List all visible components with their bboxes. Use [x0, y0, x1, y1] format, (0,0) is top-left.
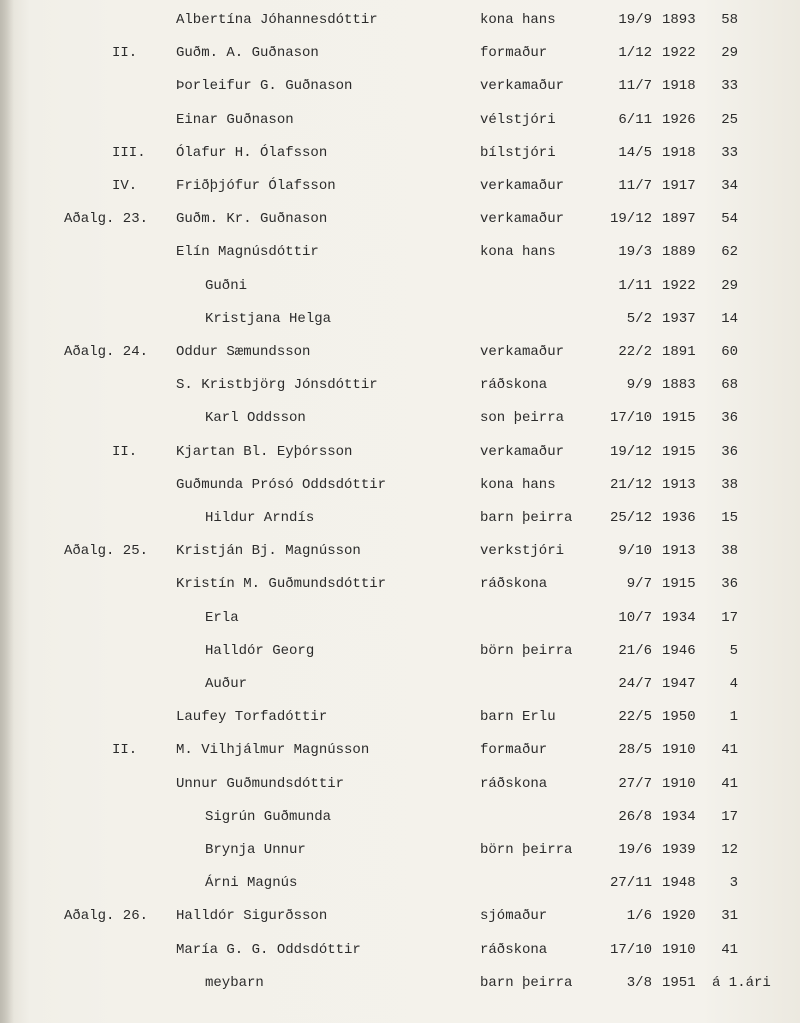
- age-cell: 5: [729, 642, 738, 659]
- birth-day-cell: 28/5: [618, 742, 652, 759]
- name-cell: M. Vilhjálmur Magnússon: [176, 742, 370, 759]
- table-row: [0, 639, 800, 663]
- table-row: [0, 340, 800, 364]
- table-row: [0, 8, 800, 32]
- birth-day-cell: 5/2: [626, 310, 652, 327]
- birth-year-cell: 1889: [662, 244, 696, 261]
- age-cell: 33: [721, 78, 738, 95]
- age-cell: 1: [729, 709, 738, 726]
- role-cell: formaður: [480, 742, 548, 759]
- role-cell: verkstjóri: [480, 543, 565, 560]
- name-cell: Kristín M. Guðmundsdóttir: [176, 576, 387, 593]
- birth-day-cell: 19/9: [618, 12, 652, 28]
- age-cell: 29: [721, 45, 738, 62]
- age-cell: á 1.ári: [712, 974, 771, 991]
- age-cell: 41: [721, 775, 738, 792]
- age-cell: 17: [721, 808, 738, 825]
- birth-year-cell: 1926: [662, 111, 696, 128]
- age-cell: 31: [721, 908, 738, 925]
- name-cell: Oddur Sæmundsson: [176, 344, 311, 360]
- age-cell: 36: [721, 410, 738, 427]
- birth-day-cell: 25/12: [609, 510, 652, 526]
- name-cell: Karl Oddsson: [205, 410, 306, 427]
- role-cell: börn þeirra: [480, 842, 573, 858]
- role-cell: ráðskona: [480, 377, 548, 394]
- birth-day-cell: 14/5: [618, 144, 652, 161]
- role-cell: verkamaður: [480, 344, 565, 360]
- address-cell: Aðalg. 25.: [64, 543, 149, 560]
- birth-year-cell: 1934: [662, 808, 696, 825]
- table-row: [0, 41, 800, 65]
- birth-day-cell: 24/7: [618, 676, 652, 692]
- age-cell: 14: [721, 310, 738, 327]
- age-cell: 38: [721, 543, 738, 560]
- birth-day-cell: 3/8: [626, 974, 652, 991]
- age-cell: 36: [721, 576, 738, 593]
- age-cell: 38: [721, 476, 738, 493]
- birth-year-cell: 1891: [662, 344, 696, 360]
- table-row: [0, 440, 800, 464]
- birth-day-cell: 22/5: [618, 709, 652, 726]
- birth-day-cell: 27/11: [609, 875, 652, 892]
- birth-year-cell: 1922: [662, 45, 696, 62]
- name-cell: Halldór Georg: [205, 642, 315, 659]
- birth-day-cell: 1/11: [618, 277, 652, 294]
- birth-day-cell: 19/3: [618, 244, 652, 261]
- address-cell: Aðalg. 26.: [64, 908, 149, 925]
- birth-day-cell: 17/10: [609, 941, 652, 958]
- name-cell: Guðni: [205, 277, 248, 294]
- birth-year-cell: 1937: [662, 310, 696, 327]
- name-cell: Þorleifur G. Guðnason: [176, 78, 353, 95]
- name-cell: Kjartan Bl. Eyþórsson: [176, 443, 353, 460]
- table-row: [0, 738, 800, 762]
- name-cell: Kristjana Helga: [205, 310, 332, 327]
- age-cell: 68: [721, 377, 738, 394]
- household-number-cell: II.: [112, 742, 138, 759]
- birth-year-cell: 1915: [662, 443, 696, 460]
- name-cell: Albertína Jóhannesdóttir: [176, 12, 378, 28]
- birth-year-cell: 1893: [662, 12, 696, 28]
- age-cell: 60: [721, 344, 738, 360]
- name-cell: S. Kristbjörg Jónsdóttir: [176, 377, 378, 394]
- role-cell: barn þeirra: [480, 974, 573, 991]
- household-number-cell: II.: [112, 45, 138, 62]
- table-row: [0, 606, 800, 630]
- role-cell: ráðskona: [480, 941, 548, 958]
- name-cell: Kristján Bj. Magnússon: [176, 543, 361, 560]
- birth-day-cell: 27/7: [618, 775, 652, 792]
- table-row: [0, 108, 800, 132]
- birth-day-cell: 19/12: [609, 443, 652, 460]
- table-row: [0, 141, 800, 165]
- birth-day-cell: 21/12: [609, 476, 652, 493]
- birth-year-cell: 1915: [662, 576, 696, 593]
- address-cell: Aðalg. 24.: [64, 344, 149, 360]
- age-cell: 41: [721, 742, 738, 759]
- role-cell: verkamaður: [480, 78, 565, 95]
- birth-year-cell: 1920: [662, 908, 696, 925]
- role-cell: kona hans: [480, 244, 556, 261]
- age-cell: 36: [721, 443, 738, 460]
- name-cell: Halldór Sigurðsson: [176, 908, 328, 925]
- role-cell: sjómaður: [480, 908, 548, 925]
- name-cell: Brynja Unnur: [205, 842, 306, 858]
- table-row: [0, 473, 800, 497]
- birth-day-cell: 11/7: [618, 178, 652, 194]
- birth-day-cell: 9/10: [618, 543, 652, 560]
- birth-day-cell: 9/7: [626, 576, 652, 593]
- table-row: [0, 307, 800, 331]
- household-number-cell: IV.: [112, 178, 138, 194]
- table-row: [0, 74, 800, 98]
- birth-year-cell: 1948: [662, 875, 696, 892]
- household-number-cell: II.: [112, 443, 138, 460]
- birth-year-cell: 1951: [662, 974, 696, 991]
- birth-year-cell: 1947: [662, 676, 696, 692]
- role-cell: verkamaður: [480, 211, 565, 228]
- name-cell: Elín Magnúsdóttir: [176, 244, 319, 261]
- birth-day-cell: 1/12: [618, 45, 652, 62]
- table-row: [0, 539, 800, 563]
- table-row: [0, 805, 800, 829]
- role-cell: börn þeirra: [480, 642, 573, 659]
- name-cell: Guðm. A. Guðnason: [176, 45, 319, 62]
- birth-year-cell: 1934: [662, 609, 696, 626]
- table-row: [0, 174, 800, 198]
- table-row: [0, 938, 800, 962]
- birth-year-cell: 1910: [662, 941, 696, 958]
- name-cell: Guðmunda Prósó Oddsdóttir: [176, 476, 387, 493]
- age-cell: 3: [729, 875, 738, 892]
- birth-day-cell: 22/2: [618, 344, 652, 360]
- birth-year-cell: 1946: [662, 642, 696, 659]
- role-cell: son þeirra: [480, 410, 565, 427]
- birth-year-cell: 1918: [662, 78, 696, 95]
- birth-day-cell: 6/11: [618, 111, 652, 128]
- age-cell: 41: [721, 941, 738, 958]
- role-cell: ráðskona: [480, 775, 548, 792]
- birth-year-cell: 1913: [662, 476, 696, 493]
- age-cell: 33: [721, 144, 738, 161]
- name-cell: Erla: [205, 609, 239, 626]
- table-row: [0, 406, 800, 430]
- table-row: [0, 672, 800, 696]
- birth-day-cell: 19/12: [609, 211, 652, 228]
- role-cell: barn þeirra: [480, 510, 573, 526]
- table-row: [0, 904, 800, 928]
- role-cell: kona hans: [480, 476, 556, 493]
- birth-year-cell: 1915: [662, 410, 696, 427]
- table-row: [0, 274, 800, 298]
- birth-day-cell: 21/6: [618, 642, 652, 659]
- name-cell: Laufey Torfadóttir: [176, 709, 328, 726]
- table-row: [0, 971, 800, 995]
- birth-year-cell: 1917: [662, 178, 696, 194]
- age-cell: 17: [721, 609, 738, 626]
- role-cell: kona hans: [480, 12, 556, 28]
- household-number-cell: III.: [112, 144, 146, 161]
- table-row: [0, 506, 800, 530]
- birth-day-cell: 9/9: [626, 377, 652, 394]
- table-row: [0, 772, 800, 796]
- name-cell: meybarn: [205, 974, 264, 991]
- role-cell: verkamaður: [480, 443, 565, 460]
- role-cell: vélstjóri: [480, 111, 556, 128]
- address-cell: Aðalg. 23.: [64, 211, 149, 228]
- name-cell: Guðm. Kr. Guðnason: [176, 211, 328, 228]
- name-cell: Unnur Guðmundsdóttir: [176, 775, 345, 792]
- role-cell: formaður: [480, 45, 548, 62]
- table-row: [0, 705, 800, 729]
- birth-year-cell: 1913: [662, 543, 696, 560]
- role-cell: barn Erlu: [480, 709, 556, 726]
- age-cell: 54: [721, 211, 738, 228]
- table-row: [0, 240, 800, 264]
- name-cell: Árni Magnús: [205, 875, 298, 892]
- age-cell: 25: [721, 111, 738, 128]
- name-cell: Ólafur H. Ólafsson: [176, 144, 328, 161]
- birth-year-cell: 1936: [662, 510, 696, 526]
- table-row: [0, 871, 800, 895]
- age-cell: 12: [721, 842, 738, 858]
- birth-day-cell: 19/6: [618, 842, 652, 858]
- birth-day-cell: 11/7: [618, 78, 652, 95]
- age-cell: 58: [721, 12, 738, 28]
- birth-year-cell: 1939: [662, 842, 696, 858]
- age-cell: 4: [729, 676, 738, 692]
- birth-year-cell: 1950: [662, 709, 696, 726]
- birth-day-cell: 17/10: [609, 410, 652, 427]
- birth-year-cell: 1883: [662, 377, 696, 394]
- name-cell: Einar Guðnason: [176, 111, 294, 128]
- birth-day-cell: 26/8: [618, 808, 652, 825]
- name-cell: Friðþjófur Ólafsson: [176, 178, 336, 194]
- birth-year-cell: 1910: [662, 742, 696, 759]
- birth-year-cell: 1922: [662, 277, 696, 294]
- age-cell: 62: [721, 244, 738, 261]
- table-row: [0, 373, 800, 397]
- table-row: [0, 838, 800, 862]
- birth-day-cell: 10/7: [618, 609, 652, 626]
- age-cell: 34: [721, 178, 738, 194]
- birth-year-cell: 1918: [662, 144, 696, 161]
- birth-day-cell: 1/6: [626, 908, 652, 925]
- role-cell: ráðskona: [480, 576, 548, 593]
- name-cell: Sigrún Guðmunda: [205, 808, 332, 825]
- table-row: [0, 207, 800, 231]
- age-cell: 29: [721, 277, 738, 294]
- name-cell: Auður: [205, 676, 248, 692]
- name-cell: Hildur Arndís: [205, 510, 315, 526]
- table-row: [0, 572, 800, 596]
- age-cell: 15: [721, 510, 738, 526]
- role-cell: bílstjóri: [480, 144, 556, 161]
- name-cell: María G. G. Oddsdóttir: [176, 941, 361, 958]
- birth-year-cell: 1910: [662, 775, 696, 792]
- birth-year-cell: 1897: [662, 211, 696, 228]
- role-cell: verkamaður: [480, 178, 565, 194]
